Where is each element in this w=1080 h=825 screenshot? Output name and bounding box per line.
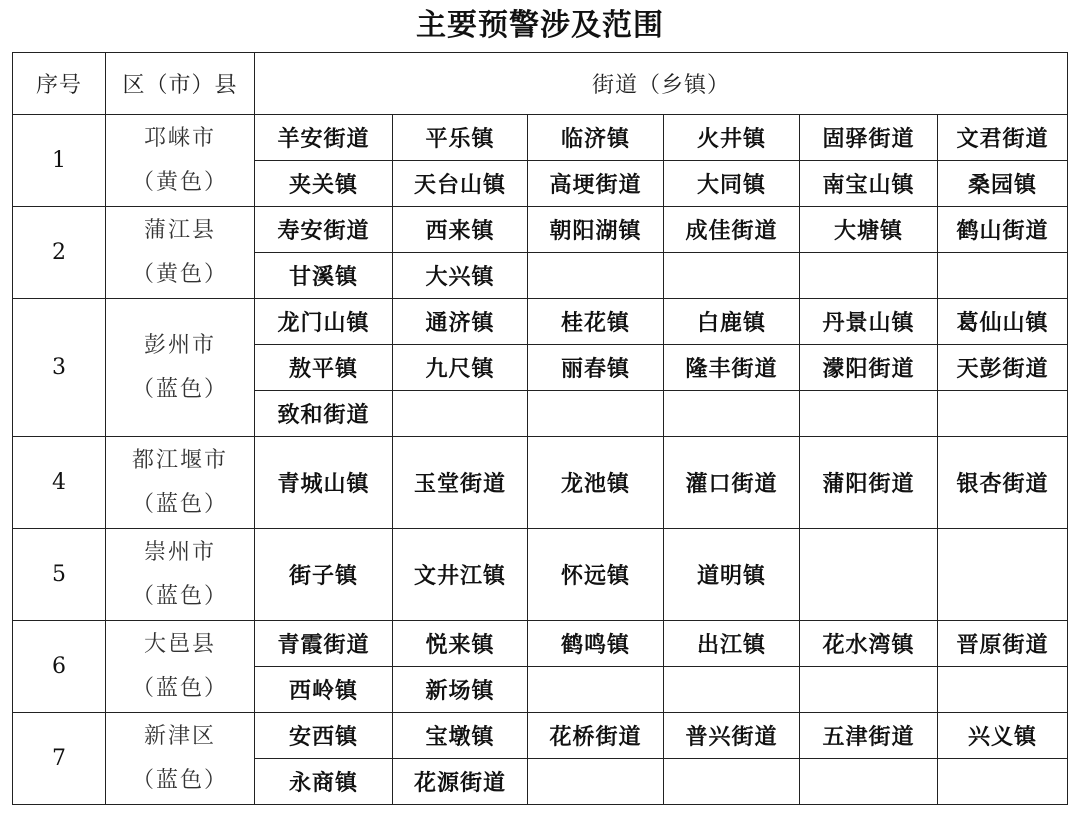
header-county: 区（市）县	[106, 53, 255, 115]
town-cell: 鹤鸣镇	[528, 621, 664, 667]
table-body	[13, 115, 1068, 805]
town-cell: 大塘镇	[800, 207, 938, 253]
warning-level: （蓝色）	[131, 491, 228, 517]
town-cell	[938, 253, 1068, 299]
county-name: 彭州市	[143, 332, 216, 358]
town-cell: 甘溪镇	[255, 253, 393, 299]
town-cell: 南宝山镇	[800, 161, 938, 207]
page-title: 主要预警涉及范围	[416, 8, 664, 43]
table-row	[13, 115, 1068, 161]
town-cell: 花桥街道	[528, 713, 664, 759]
town-cell: 玉堂街道	[393, 437, 528, 529]
town-cell: 火井镇	[664, 115, 800, 161]
town-cell: 永商镇	[255, 759, 393, 805]
county-cell	[106, 207, 255, 299]
town-cell: 白鹿镇	[664, 299, 800, 345]
town-cell	[938, 759, 1068, 805]
county-name: 都江堰市	[131, 447, 228, 473]
table-row	[13, 713, 1068, 759]
seq-cell: 7	[13, 713, 106, 805]
town-cell	[800, 759, 938, 805]
town-cell: 桂花镇	[528, 299, 664, 345]
seq-cell: 4	[13, 437, 106, 529]
town-cell	[528, 391, 664, 437]
town-cell: 银杏街道	[938, 437, 1068, 529]
town-cell: 临济镇	[528, 115, 664, 161]
town-cell: 悦来镇	[393, 621, 528, 667]
town-cell: 街子镇	[255, 529, 393, 621]
seq-cell: 1	[13, 115, 106, 207]
county-cell	[106, 115, 255, 207]
town-cell: 隆丰街道	[664, 345, 800, 391]
town-cell: 蒲阳街道	[800, 437, 938, 529]
town-cell	[800, 529, 938, 621]
seq-cell: 5	[13, 529, 106, 621]
warning-level: （黄色）	[131, 261, 228, 287]
town-cell: 道明镇	[664, 529, 800, 621]
town-cell: 花水湾镇	[800, 621, 938, 667]
county-name: 新津区	[143, 723, 216, 749]
town-cell: 晋原街道	[938, 621, 1068, 667]
seq-cell: 3	[13, 299, 106, 437]
town-cell: 桑园镇	[938, 161, 1068, 207]
warning-level: （黄色）	[131, 169, 228, 195]
town-cell: 文井江镇	[393, 529, 528, 621]
table-row	[13, 529, 1068, 621]
town-cell	[800, 391, 938, 437]
town-cell: 安西镇	[255, 713, 393, 759]
town-cell: 九尺镇	[393, 345, 528, 391]
town-cell: 朝阳湖镇	[528, 207, 664, 253]
town-cell	[938, 529, 1068, 621]
warning-level: （蓝色）	[131, 376, 228, 402]
seq-cell: 2	[13, 207, 106, 299]
town-cell	[528, 759, 664, 805]
warning-scope-table	[12, 52, 1068, 805]
county-cell	[106, 529, 255, 621]
town-cell: 青城山镇	[255, 437, 393, 529]
town-cell: 西岭镇	[255, 667, 393, 713]
seq-cell: 6	[13, 621, 106, 713]
town-cell: 夹关镇	[255, 161, 393, 207]
warning-level: （蓝色）	[131, 583, 228, 609]
town-cell	[393, 391, 528, 437]
town-cell: 怀远镇	[528, 529, 664, 621]
town-cell: 丹景山镇	[800, 299, 938, 345]
town-cell: 寿安街道	[255, 207, 393, 253]
town-cell: 葛仙山镇	[938, 299, 1068, 345]
county-name: 蒲江县	[143, 217, 216, 243]
town-cell: 文君街道	[938, 115, 1068, 161]
county-cell	[106, 299, 255, 437]
town-cell	[528, 667, 664, 713]
town-cell: 大兴镇	[393, 253, 528, 299]
town-cell	[528, 253, 664, 299]
town-cell: 天彭街道	[938, 345, 1068, 391]
town-cell: 平乐镇	[393, 115, 528, 161]
warning-level: （蓝色）	[131, 675, 228, 701]
header-row	[13, 53, 1068, 115]
town-cell: 灌口街道	[664, 437, 800, 529]
town-cell	[938, 391, 1068, 437]
town-cell	[664, 253, 800, 299]
town-cell: 青霞街道	[255, 621, 393, 667]
table-row	[13, 621, 1068, 667]
town-cell: 高埂街道	[528, 161, 664, 207]
town-cell	[664, 667, 800, 713]
table-row	[13, 299, 1068, 345]
town-cell: 花源街道	[393, 759, 528, 805]
town-cell: 宝墩镇	[393, 713, 528, 759]
town-cell	[800, 253, 938, 299]
county-name: 崇州市	[143, 539, 216, 565]
town-cell: 致和街道	[255, 391, 393, 437]
town-cell: 大同镇	[664, 161, 800, 207]
county-name: 大邑县	[143, 631, 216, 657]
county-cell	[106, 437, 255, 529]
town-cell: 天台山镇	[393, 161, 528, 207]
warning-level: （蓝色）	[131, 767, 228, 793]
town-cell: 西来镇	[393, 207, 528, 253]
town-cell	[664, 759, 800, 805]
town-cell: 五津街道	[800, 713, 938, 759]
town-cell: 普兴街道	[664, 713, 800, 759]
town-cell	[800, 667, 938, 713]
town-cell	[664, 391, 800, 437]
town-cell: 濛阳街道	[800, 345, 938, 391]
county-cell	[106, 621, 255, 713]
town-cell: 丽春镇	[528, 345, 664, 391]
town-cell: 通济镇	[393, 299, 528, 345]
town-cell	[938, 667, 1068, 713]
town-cell: 羊安街道	[255, 115, 393, 161]
town-cell: 兴义镇	[938, 713, 1068, 759]
town-cell: 敖平镇	[255, 345, 393, 391]
town-cell: 出江镇	[664, 621, 800, 667]
county-name: 邛崃市	[143, 125, 216, 151]
county-cell	[106, 713, 255, 805]
table-row	[13, 207, 1068, 253]
header-seq: 序号	[13, 53, 106, 115]
town-cell: 鹤山街道	[938, 207, 1068, 253]
header-streets: 街道（乡镇）	[255, 53, 1068, 115]
town-cell: 固驿街道	[800, 115, 938, 161]
town-cell: 新场镇	[393, 667, 528, 713]
town-cell: 龙池镇	[528, 437, 664, 529]
town-cell: 龙门山镇	[255, 299, 393, 345]
table-row	[13, 437, 1068, 529]
town-cell: 成佳街道	[664, 207, 800, 253]
